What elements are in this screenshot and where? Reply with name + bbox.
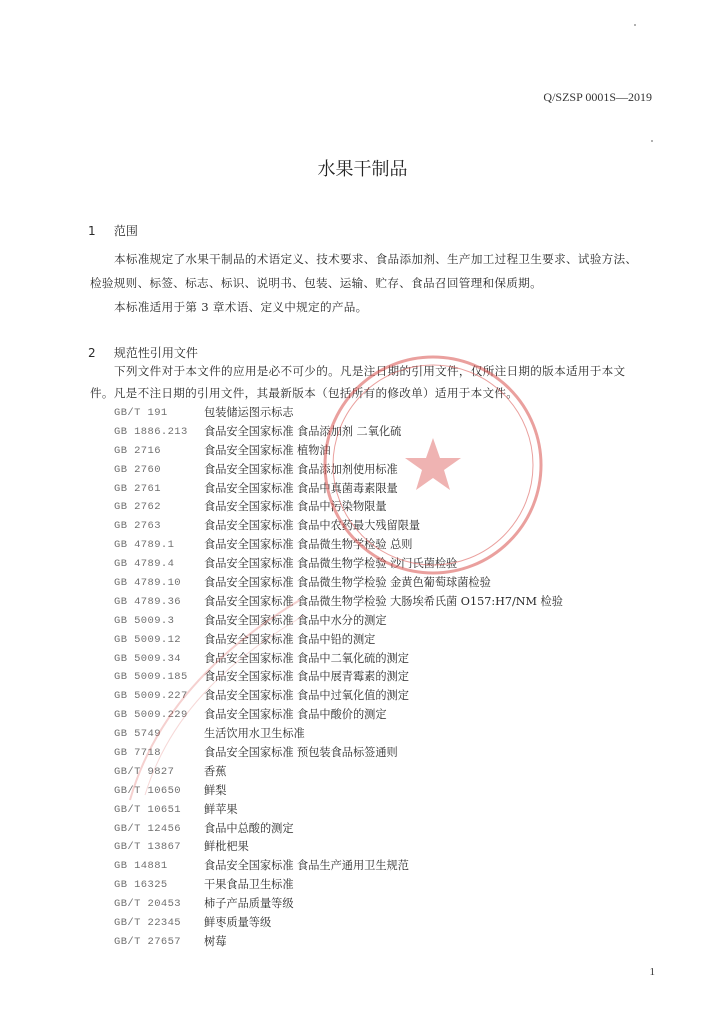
reference-title: 食品安全国家标准 预包装食品标签通则 bbox=[204, 746, 398, 760]
reference-title: 食品安全国家标准 食品生产通用卫生规范 bbox=[204, 859, 409, 873]
reference-title: 鲜枣质量等级 bbox=[204, 916, 272, 930]
reference-item bbox=[114, 461, 674, 480]
reference-title: 食品安全国家标准 食品中铅的测定 bbox=[204, 632, 376, 646]
document-title: 水果干制品 bbox=[317, 159, 408, 180]
reference-title: 鲜梨 bbox=[204, 783, 227, 797]
reference-item bbox=[114, 914, 674, 933]
reference-code: GB 2716 bbox=[114, 444, 161, 457]
reference-title: 生活饮用水卫生标准 bbox=[204, 727, 305, 741]
reference-title: 食品安全国家标准 食品微生物学检验 总则 bbox=[204, 538, 413, 552]
reference-list bbox=[114, 404, 674, 952]
scan-speck bbox=[651, 140, 653, 142]
reference-code: GB 2761 bbox=[114, 482, 161, 495]
reference-title: 鲜枇杷果 bbox=[204, 840, 249, 854]
section-1-heading bbox=[88, 222, 138, 239]
reference-title: 鲜苹果 bbox=[204, 802, 238, 816]
reference-code: GB/T 9827 bbox=[114, 765, 175, 778]
reference-title: 食品安全国家标准 食品中二氧化硫的测定 bbox=[204, 651, 409, 665]
section-title: 范围 bbox=[113, 224, 138, 238]
section-number: 2 bbox=[88, 346, 96, 360]
reference-title: 食品安全国家标准 食品中农药最大残留限量 bbox=[204, 519, 421, 533]
reference-code: GB/T 12456 bbox=[114, 822, 182, 835]
reference-code: GB 5749 bbox=[114, 728, 161, 741]
reference-item bbox=[114, 763, 674, 782]
page-number: 1 bbox=[649, 966, 655, 978]
reference-item bbox=[114, 876, 674, 895]
reference-item bbox=[114, 801, 674, 820]
reference-code: GB 4789.4 bbox=[114, 558, 175, 571]
reference-item bbox=[114, 725, 674, 744]
reference-item bbox=[114, 857, 674, 876]
reference-code: GB/T 13867 bbox=[114, 841, 182, 854]
reference-code: GB 5009.34 bbox=[114, 652, 182, 665]
reference-code: GB 2760 bbox=[114, 463, 161, 476]
reference-title: 干果食品卫生标准 bbox=[204, 878, 294, 892]
reference-code: GB 2763 bbox=[114, 520, 161, 533]
reference-code: GB 5009.227 bbox=[114, 690, 188, 703]
reference-item bbox=[114, 612, 674, 631]
reference-code: GB/T 191 bbox=[114, 407, 168, 419]
reference-item bbox=[114, 933, 674, 952]
reference-title: 食品安全国家标准 食品中酸价的测定 bbox=[204, 708, 387, 722]
section-2-heading bbox=[88, 344, 198, 361]
reference-code: GB 16325 bbox=[114, 879, 168, 892]
reference-title: 食品安全国家标准 食品中展青霉素的测定 bbox=[204, 670, 409, 684]
reference-title: 食品安全国家标准 植物油 bbox=[204, 443, 331, 457]
reference-title: 食品安全国家标准 食品中水分的测定 bbox=[204, 613, 387, 627]
document-code: Q/SZSP 0001S—2019 bbox=[543, 90, 652, 104]
scope-paragraph-2: 本标准适用于第 3 章术语、定义中规定的产品。 bbox=[114, 300, 368, 314]
reference-code: GB/T 22345 bbox=[114, 917, 182, 930]
reference-code: GB 14881 bbox=[114, 860, 168, 873]
section-title: 规范性引用文件 bbox=[113, 346, 198, 360]
reference-item bbox=[114, 631, 674, 650]
reference-item bbox=[114, 574, 674, 593]
reference-code: GB 5009.185 bbox=[114, 671, 188, 684]
reference-title: 食品安全国家标准 食品微生物学检验 金黄色葡萄球菌检验 bbox=[204, 576, 491, 590]
reference-title: 食品中总酸的测定 bbox=[204, 821, 294, 835]
scope-paragraph-line-2: 检验规则、标签、标志、标识、说明书、包装、运输、贮存、食品召回管理和保质期。 bbox=[90, 276, 542, 290]
scan-speck bbox=[634, 24, 636, 26]
reference-item bbox=[114, 687, 674, 706]
reference-item bbox=[114, 480, 674, 499]
reference-code: GB 4789.36 bbox=[114, 595, 182, 608]
reference-item bbox=[114, 820, 674, 839]
reference-title: 食品安全国家标准 食品中过氧化值的测定 bbox=[204, 689, 409, 703]
reference-item bbox=[114, 593, 674, 612]
reference-title: 食品安全国家标准 食品中污染物限量 bbox=[204, 500, 387, 514]
reference-title: 食品安全国家标准 食品微生物学检验 沙门氏菌检验 bbox=[204, 557, 458, 571]
reference-code: GB/T 10650 bbox=[114, 784, 182, 797]
reference-code: GB 5009.229 bbox=[114, 709, 188, 722]
reference-item bbox=[114, 895, 674, 914]
reference-item bbox=[114, 650, 674, 669]
reference-code: GB 1886.213 bbox=[114, 425, 188, 438]
reference-item bbox=[114, 706, 674, 725]
reference-code: GB 7718 bbox=[114, 747, 161, 760]
section-number: 1 bbox=[88, 224, 96, 238]
reference-code: GB/T 20453 bbox=[114, 898, 182, 911]
reference-item bbox=[114, 536, 674, 555]
reference-code: GB 4789.10 bbox=[114, 577, 182, 590]
reference-item bbox=[114, 517, 674, 536]
reference-title: 食品安全国家标准 食品添加剂使用标准 bbox=[204, 462, 398, 476]
reference-title: 香蕉 bbox=[204, 764, 227, 778]
reference-title: 食品安全国家标准 食品添加剂 二氧化硫 bbox=[204, 424, 402, 438]
reference-item bbox=[114, 838, 674, 857]
scope-paragraph-line-1: 本标准规定了水果干制品的术语定义、技术要求、食品添加剂、生产加工过程卫生要求、试验方法、 bbox=[114, 252, 638, 266]
reference-item bbox=[114, 423, 674, 442]
reference-item bbox=[114, 442, 674, 461]
reference-title: 树莓 bbox=[204, 934, 227, 948]
reference-code: GB 2762 bbox=[114, 501, 161, 514]
reference-item bbox=[114, 555, 674, 574]
reference-title: 食品安全国家标准 食品中真菌毒素限量 bbox=[204, 481, 398, 495]
reference-code: GB/T 27657 bbox=[114, 935, 182, 948]
reference-title: 包装储运图示标志 bbox=[204, 406, 294, 419]
reference-item bbox=[114, 782, 674, 801]
references-intro-line-2: 件。凡是不注日期的引用文件，其最新版本（包括所有的修改单）适用于本文件。 bbox=[90, 386, 519, 400]
reference-item bbox=[114, 404, 674, 423]
reference-code: GB 5009.12 bbox=[114, 633, 182, 646]
reference-code: GB 4789.1 bbox=[114, 539, 175, 552]
reference-title: 柿子产品质量等级 bbox=[204, 897, 294, 911]
reference-code: GB/T 10651 bbox=[114, 803, 182, 816]
reference-item bbox=[114, 668, 674, 687]
reference-item bbox=[114, 744, 674, 763]
reference-code: GB 5009.3 bbox=[114, 614, 175, 627]
references-intro-line-1: 下列文件对于本文件的应用是必不可少的。凡是注日期的引用文件，仅所注日期的版本适用于本文 bbox=[114, 364, 626, 378]
reference-item bbox=[114, 498, 674, 517]
reference-title: 食品安全国家标准 食品微生物学检验 大肠埃希氏菌 O157:H7/NM 检验 bbox=[204, 594, 563, 608]
